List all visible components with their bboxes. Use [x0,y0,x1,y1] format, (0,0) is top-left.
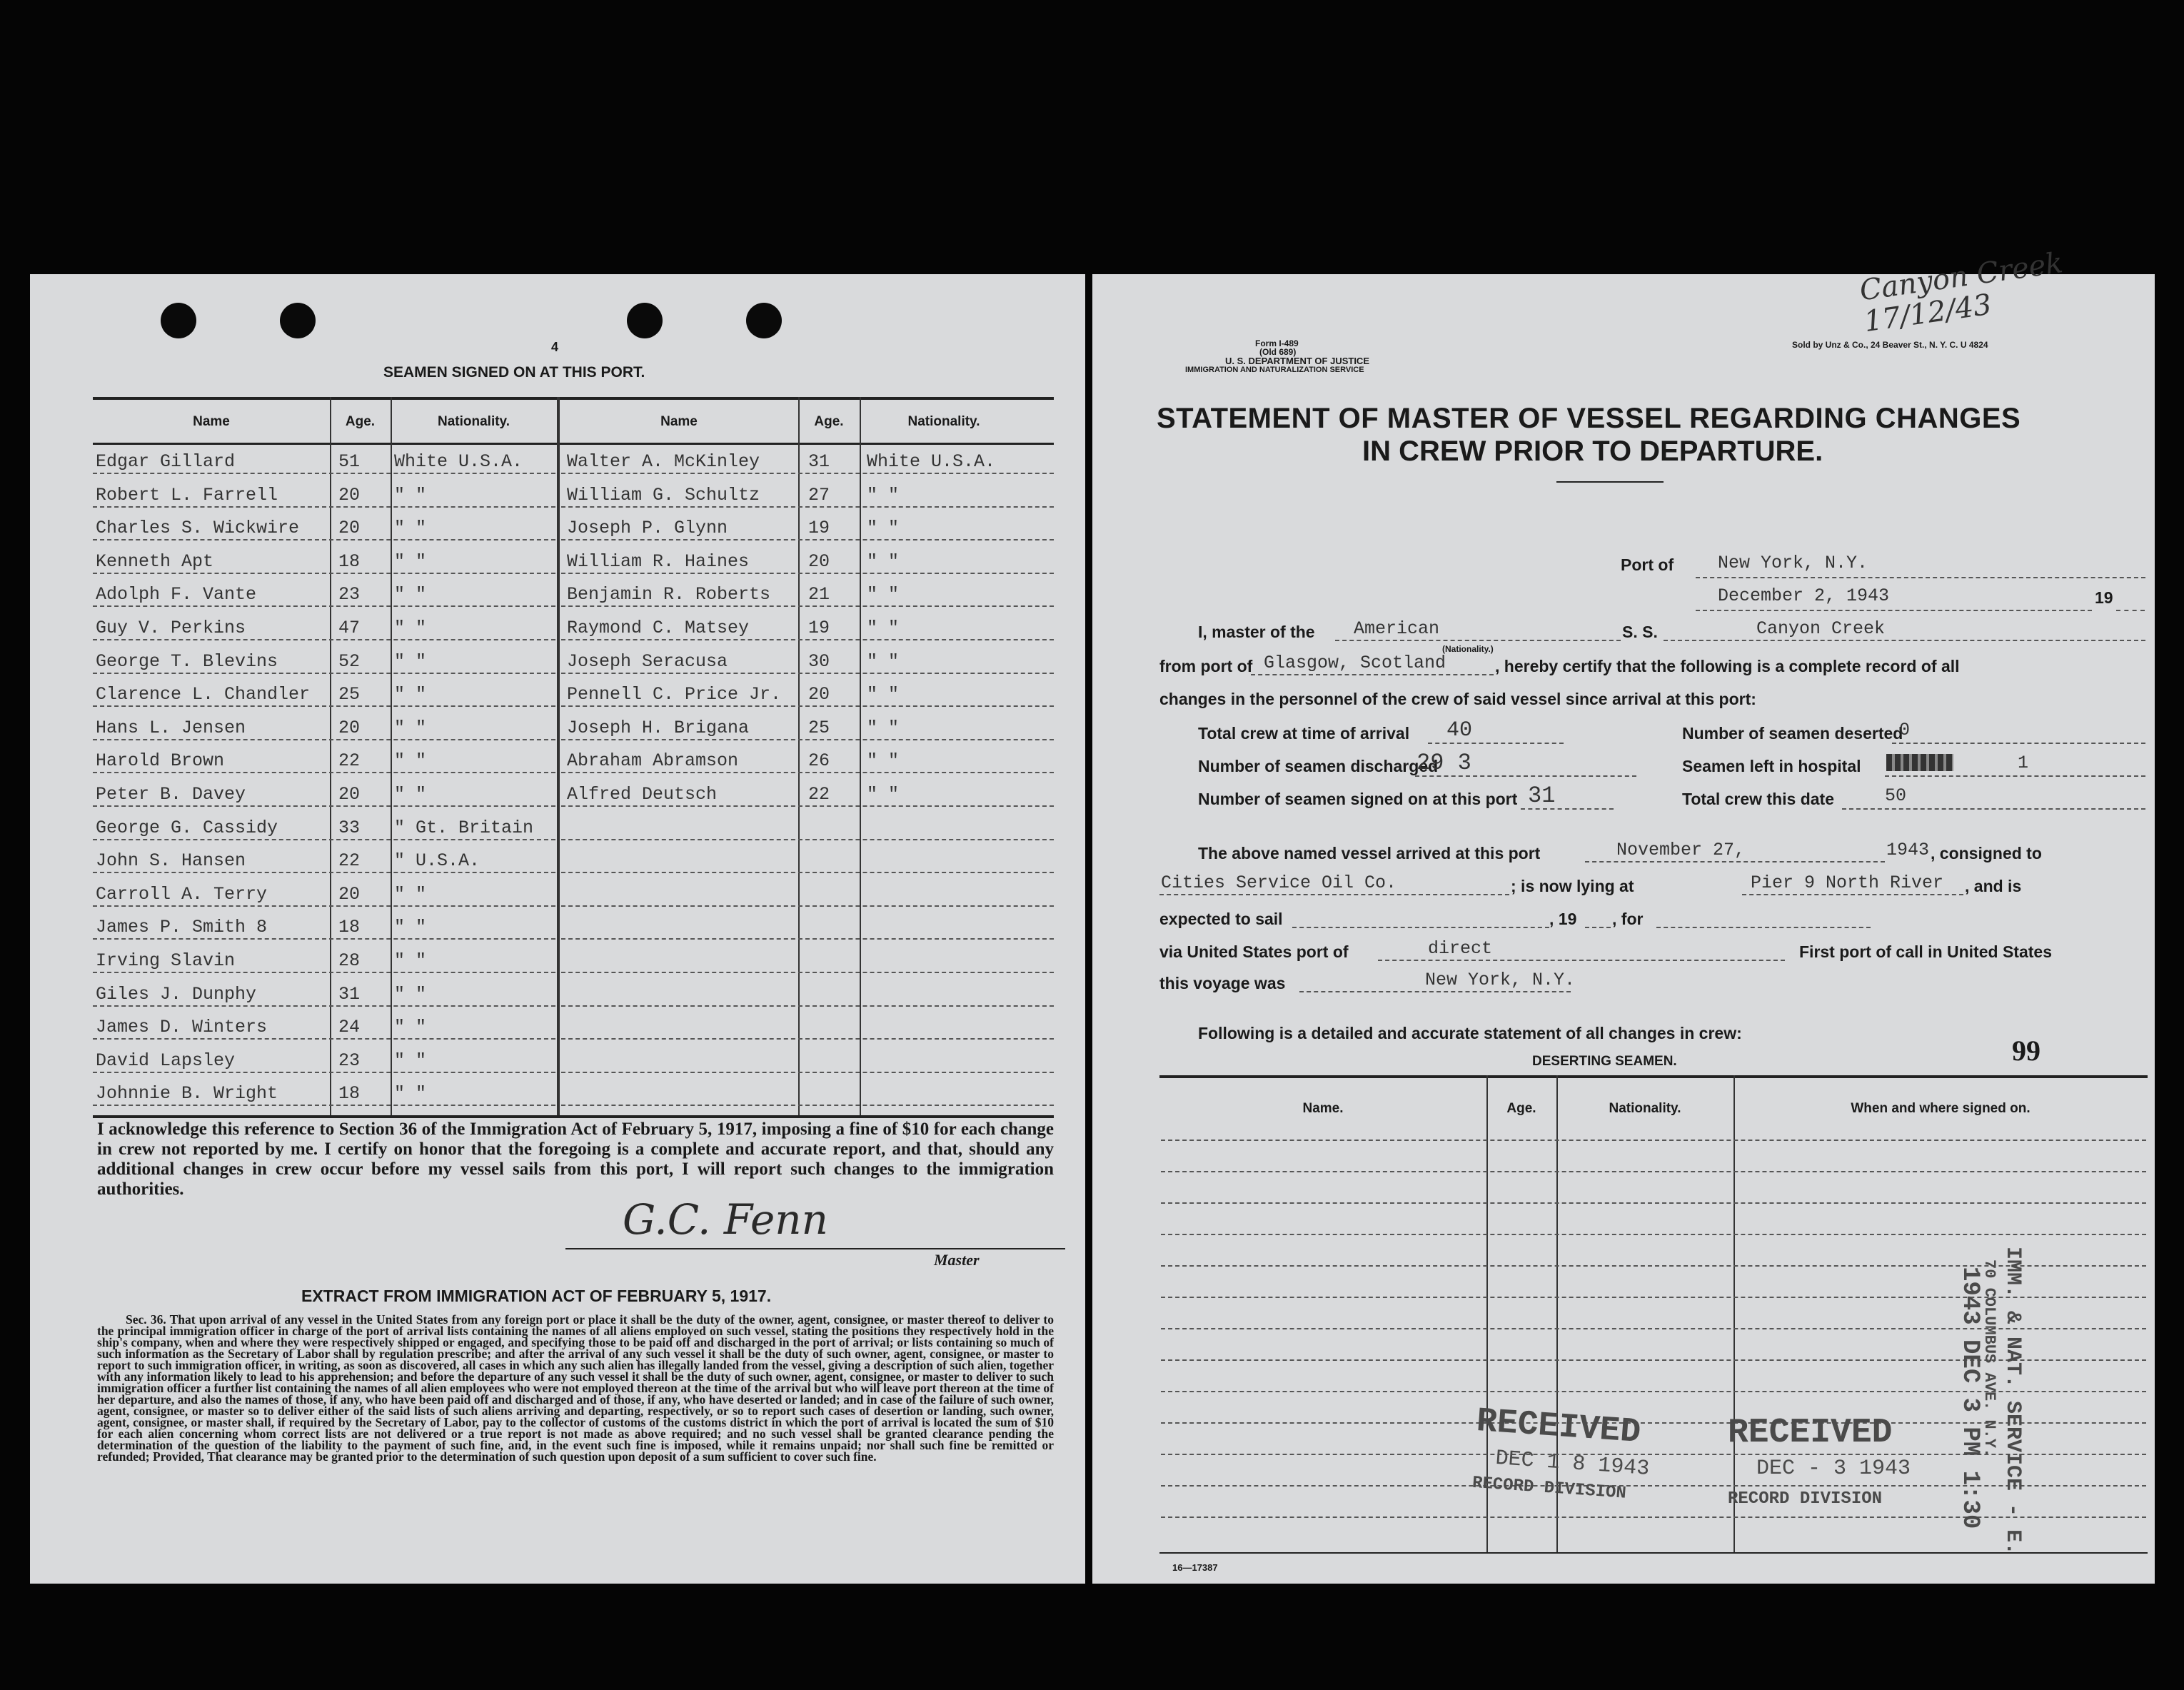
address-stamp: 70 COLUMBUS AVE. N.Y. [1981,1259,1998,1458]
seaman-age: 26 [808,750,830,772]
line [1742,894,1963,895]
hospital-value: 1 [2018,753,2029,773]
service: IMMIGRATION AND NATURALIZATION SERVICE [1185,366,1364,374]
seaman-nationality: " " [394,584,427,605]
table-row [30,781,1085,810]
for-label: , for [1612,910,1644,928]
seaman-age: 27 [808,484,830,506]
seaman-nationality: " " [394,550,427,572]
certify-text: , hereby certify that the following is a complete record of all [1495,657,1960,675]
row-line [1161,1328,2146,1329]
master-signature: G.C. Fenn [623,1195,828,1244]
total-crew-arrival-label: Total crew at time of arrival [1198,724,1410,743]
deserted-label: Number of seamen deserted [1682,724,1903,743]
row-line [561,972,1054,973]
punch-hole [746,303,782,338]
punch-hole [280,303,316,338]
row-line [93,1072,555,1073]
seaman-age: 52 [338,650,361,672]
col-name-header: Name. [1302,1101,1344,1116]
seaman-name: William R. Haines [567,550,750,572]
seaman-age: 23 [338,1050,361,1071]
seaman-name: James D. Winters [96,1017,268,1038]
seaman-age: 20 [808,684,830,705]
page-mark: 99 [2012,1035,2040,1067]
page-number: 4 [551,340,559,354]
header-rule [93,443,1054,445]
row-line [1161,1234,2146,1235]
seaman-name: Joseph H. Brigana [567,717,750,738]
row-line [93,839,555,840]
col-age-header: Age. [345,414,376,429]
seaman-age: 21 [808,584,830,605]
table-row [30,615,1085,643]
row-line [561,938,1054,940]
seaman-age: 25 [808,717,830,738]
row-line [561,639,1054,640]
signed-on-label: Number of seamen signed on at this port [1198,790,1518,808]
seaman-name: Alfred Deutsch [567,784,718,805]
seaman-nationality: " " [394,950,427,971]
discharged-label: Number of seamen discharged [1198,757,1439,775]
extract-title: EXTRACT FROM IMMIGRATION ACT OF FEBRUARY 5, 1917. [301,1287,772,1305]
seaman-name: Pennell C. Price Jr. [567,684,782,705]
seaman-name: David Lapsley [96,1050,236,1071]
seaman-nationality: White U.S.A. [867,451,996,472]
seaman-name: Joseph Seracusa [567,650,728,672]
row-line [561,705,1054,707]
seaman-name: Peter B. Davey [96,784,246,805]
right-page [1092,246,2155,1584]
seaman-name: Harold Brown [96,750,225,772]
seaman-age: 22 [808,784,830,805]
seaman-name: Hans L. Jensen [96,717,246,738]
master-label: Master [934,1251,980,1269]
row-line [1161,1140,2146,1141]
row-line [93,1038,555,1040]
seaman-nationality: " Gt. Britain [394,817,534,838]
nationality-value: American [1354,618,1440,639]
seaman-age: 18 [338,917,361,938]
acknowledgement: I acknowledge this reference to Section 36 of the Immigration Act of February 5, 1917, imposing a fine of $10 for each change in crew not reported by me. I certify on honor that the foregoing is a complete and accurate report, and that, should any additional changes in crew occur before my vessel sails from this port, I will report such changes to the immigration authorities. [97,1120,1054,1199]
signature-line [565,1248,1065,1249]
lying-label: ; is now lying at [1511,877,1634,895]
section-title: SEAMEN SIGNED ON AT THIS PORT. [383,364,645,381]
seaman-name: Charles S. Wickwire [96,518,300,539]
row-line [1161,1454,2146,1455]
seaman-age: 25 [338,684,361,705]
seaman-age: 20 [338,484,361,506]
seaman-name: Clarence L. Chandler [96,684,311,705]
row-line [561,573,1054,574]
seaman-name: Irving Slavin [96,950,236,971]
seaman-name: Edgar Gillard [96,451,236,472]
stamp-date: DEC 1 8 1943 [1494,1446,1651,1482]
seaman-age: 23 [338,584,361,605]
table-top-rule [93,397,1054,400]
table-row [30,681,1085,710]
handwritten-note: Canyon Creek 17/12/43 [1857,246,2065,339]
row-line [1161,1485,2146,1487]
seaman-name: John S. Hansen [96,850,246,872]
seaman-nationality: " " [394,1017,427,1038]
seaman-nationality: " " [867,650,900,672]
row-line [93,1005,555,1007]
seaman-name: Benjamin R. Roberts [567,584,771,605]
stamp-title: RECEIVED [1728,1414,1893,1452]
table-row [30,448,1085,477]
received-stamp-1 [1471,1402,1653,1505]
line [1415,775,1636,777]
total-crew-arrival-value: 40 [1446,718,1473,743]
row-line [561,905,1054,907]
row-line [93,972,555,973]
seaman-age: 31 [808,451,830,472]
row-line [1161,1517,2146,1518]
row-line [561,605,1054,607]
and-is-label: , and is [1965,877,2022,895]
nationality-caption: (Nationality.) [1442,644,1494,654]
row-line [561,1005,1054,1007]
row-line [93,1105,555,1106]
line [1585,927,1611,928]
seaman-age: 20 [338,784,361,805]
col-nationality-header: Nationality. [907,414,980,429]
port-line [1696,577,2145,578]
date-year-prefix: 19 [2095,588,2113,607]
line [1892,743,2145,744]
from-port-value: Glasgow, Scotland [1264,653,1446,673]
received-stamp-2 [1728,1414,1911,1509]
extract-text: Sec. 36. That upon arrival of any vessel in the United States from any foreign port or place it shall be the duty of the owner, agent, consignee, or master thereof to deliver to the principal immigration officer in charge of the port of arrival lists containing the names of all aliens employed on such vessel, stating the positions they respectively hold in the ship's company, when and where they were respectively shipped or engaged, and specifying those to be paid off and discharged in the port of arrival; or lists containing so much of such information as the Secretary of Labor shall by regulation prescribe; and after the arrival of any such vessel it shall be the duty of such owner, agent, consignee, or master to report to such immigration officer, in writing, as soon as discovered, all cases in which any such alien has illegally landed from the vessel, giving a description of such alien, together with any information likely to lead to his apprehension; and before the departure of any such vessel it shall be the duty of such owner, agent, consignee, or master to deliver to such immigration officer a further list containing the names of all alien employees who were not employed thereon at the time of the arrival but who will leave port thereon at the time of her departure, and also the names of those, if any, who have been paid off and discharged and of those, if any, who have deserted or landed; and in case of the failure of such owner, agent, consignee, or master so to deliver either of the said lists of such aliens arriving and departing, respectively, or so to report such cases of desertion or landing, such owner, agent, consignee, or master shall, if required by the Secretary of Labor, pay to the collector of customs of the customs district in which the port of arrival is located the sum of $10 for each alien concerning whom correct lists are not delivered or a true report is not made as above required; and no such vessel shall be granted clearance pending the determination of the question of the liability to the payment of such fine, and, in the event such fine is imposed, while it remains unpaid; nor shall such fine be remitted or refunded; Provided, That clearance may be granted prior to the determination of such question upon deposit of a sum sufficient to cover such fine. [97,1312,1054,1464]
deserted-value: 0 [1899,720,1911,740]
punch-hole [161,303,196,338]
line [1521,808,1614,810]
seaman-name: Joseph P. Glynn [567,518,728,539]
service-stamp: IMM. & NAT. SERVICE - E. [2001,1247,2025,1556]
deserting-title: DESERTING SEAMEN. [1532,1054,1677,1069]
seaman-age: 22 [338,750,361,772]
line [1299,991,1571,992]
seaman-nationality: " " [394,917,427,938]
date-year-line [2116,610,2145,611]
seaman-nationality: " " [867,484,900,506]
form-title-line2: IN CREW PRIOR TO DEPARTURE. [1362,436,1823,467]
seaman-name: James P. Smith 8 [96,917,268,938]
seaman-nationality: " " [394,684,427,705]
arrived-label: The above named vessel arrived at this port [1198,844,1541,862]
arrived-year: 1943 [1886,840,1930,860]
row-line [93,872,555,873]
date-value: December 2, 1943 [1718,585,1890,606]
footer-code: 16—17387 [1172,1562,1218,1573]
seaman-age: 28 [338,950,361,971]
line [1885,775,2145,777]
seaman-nationality: " " [394,618,427,638]
voyage-value: New York, N.Y. [1425,970,1576,990]
table-top-rule [1159,1075,2148,1078]
row-line [1161,1265,2146,1267]
stamp-division: RECORD DIVISION [1728,1489,1883,1509]
row-line [1161,1202,2146,1204]
row-line [561,1072,1054,1073]
table-row [30,648,1085,677]
via-value: direct [1428,938,1493,959]
line [1292,927,1549,928]
line [1428,743,1564,744]
row-line [1161,1422,2146,1424]
table-row [30,581,1085,610]
seaman-nationality: " " [394,750,427,772]
line [1585,861,1885,862]
line [1842,808,2145,810]
table-bottom-rule [1159,1552,2148,1554]
seaman-age: 47 [338,618,361,638]
department: U. S. DEPARTMENT OF JUSTICE [1225,356,1369,366]
row-line [561,473,1054,474]
col-nationality-header: Nationality. [438,414,510,429]
col-name-header: Name [660,414,698,429]
left-page [30,274,1085,1584]
seaman-age: 19 [808,618,830,638]
seaman-nationality: " " [867,750,900,772]
form-title-line1: STATEMENT OF MASTER OF VESSEL REGARDING CHANGES [1157,403,2021,434]
seller-imprint: Sold by Unz & Co., 24 Beaver St., N. Y. C. U 4824 [1792,340,1988,350]
stamp-title: RECEIVED [1475,1402,1642,1452]
seaman-name: Adolph F. Vante [96,584,257,605]
seaman-nationality: " " [394,883,427,905]
port-value: New York, N.Y. [1718,553,1868,573]
seaman-nationality: " " [867,717,900,738]
seaman-name: Abraham Abramson [567,750,739,772]
seaman-name: Raymond C. Matsey [567,618,750,638]
voyage-label: this voyage was [1159,974,1286,992]
first-port-label: First port of call in United States [1799,942,2052,961]
row-line [1161,1359,2146,1361]
table-bottom-rule [93,1115,1054,1118]
seaman-age: 20 [338,883,361,905]
seaman-nationality: " " [867,550,900,572]
via-label: via United States port of [1159,942,1349,961]
total-crew-date-label: Total crew this date [1682,790,1835,808]
seaman-nationality: " " [394,650,427,672]
seaman-name: George G. Cassidy [96,817,278,838]
seaman-age: 19 [808,518,830,539]
line [1159,894,1509,895]
date-line [1696,610,2092,611]
seaman-age: 18 [338,1083,361,1105]
seaman-age: 20 [808,550,830,572]
seaman-nationality: " U.S.A. [394,850,480,872]
stamp-date: DEC - 3 1943 [1756,1457,1911,1481]
seaman-nationality: " " [394,717,427,738]
signed-on-value: 31 [1528,783,1556,809]
row-line [1161,1171,2146,1172]
row-line [1161,1391,2146,1392]
master-of-label: I, master of the [1198,623,1315,641]
seaman-nationality: White U.S.A. [394,451,523,472]
vessel-value: Canyon Creek [1756,618,1886,639]
row-line [561,506,1054,508]
seaman-age: 20 [338,717,361,738]
seaman-name: Kenneth Apt [96,550,214,572]
seaman-nationality: " " [867,684,900,705]
table-row [30,748,1085,776]
seaman-name: George T. Blevins [96,650,278,672]
hospital-label: Seamen left in hospital [1682,757,1861,775]
row-line [561,1038,1054,1040]
row-line [93,938,555,940]
line [1656,927,1871,928]
seaman-age: 30 [808,650,830,672]
seaman-age: 20 [338,518,361,539]
expected-19: , 19 [1549,910,1577,928]
time-stamp: 1943 DEC 3 PM 1:30 [1956,1267,1983,1529]
row-line [561,739,1054,740]
seaman-name: Carroll A. Terry [96,883,268,905]
table-row [30,548,1085,577]
consignee-value: Cities Service Oil Co. [1161,872,1397,893]
total-crew-date-value: 50 [1885,785,1907,806]
seaman-age: 24 [338,1017,361,1038]
row-line [561,839,1054,840]
port-label: Port of [1621,555,1674,574]
seaman-age: 31 [338,983,361,1005]
seaman-nationality: " " [394,784,427,805]
table-row [30,515,1085,543]
col-nationality-header: Nationality. [1609,1101,1681,1116]
consigned-label: , consigned to [1931,844,2042,862]
seaman-name: William G. Schultz [567,484,760,506]
row-line [561,872,1054,873]
seaman-name: Walter A. McKinley [567,451,760,472]
following-text: Following is a detailed and accurate statement of all changes in crew: [1198,1024,1742,1042]
seaman-nationality: " " [394,484,427,506]
col-name-header: Name [193,414,230,429]
form-old-number: (Old 689) [1259,347,1297,357]
row-line [1161,1297,2146,1298]
seaman-nationality: " " [394,518,427,539]
seaman-age: 18 [338,550,361,572]
col-age-header: Age. [814,414,844,429]
nationality-line [1335,640,1621,641]
from-port-line [1251,674,1494,675]
seaman-name: Johnnie B. Wright [96,1083,278,1105]
col-when-where-header: When and where signed on. [1851,1101,2030,1116]
seaman-nationality: " " [867,518,900,539]
table-row [30,482,1085,510]
row-line [561,1105,1054,1106]
row-line [561,673,1054,674]
table-row [30,715,1085,743]
punch-hole [627,303,663,338]
row-line [561,772,1054,773]
seaman-nationality: " " [867,618,900,638]
from-port-label: from port of [1159,657,1253,675]
title-underline [1556,481,1664,483]
hospital-redaction [1886,754,1953,771]
changes-text: changes in the personnel of the crew of said vessel since arrival at this port: [1159,690,1756,708]
vessel-line [1664,640,2145,641]
expected-label: expected to sail [1159,910,1283,928]
seaman-name: Guy V. Perkins [96,618,246,638]
seaman-age: 33 [338,817,361,838]
seaman-nationality: " " [394,1083,427,1105]
seaman-nationality: " " [867,584,900,605]
seaman-name: Giles J. Dunphy [96,983,257,1005]
stamp-division: RECORD DIVISION [1471,1473,1627,1504]
col-age-header: Age. [1506,1101,1536,1116]
seaman-name: Robert L. Farrell [96,484,278,506]
seaman-nationality: " " [867,784,900,805]
row-line [93,905,555,907]
form-number: Form I-489 [1255,338,1299,348]
seaman-age: 22 [338,850,361,872]
row-line [561,805,1054,807]
seaman-nationality: " " [394,1050,427,1071]
arrived-date: November 27, [1616,840,1746,860]
line [1378,960,1785,961]
ss-label: S. S. [1622,623,1658,641]
row-line [561,539,1054,540]
discharged-value: 29 3 [1416,750,1471,776]
seaman-age: 51 [338,451,361,472]
pier-value: Pier 9 North River [1751,872,1944,893]
seaman-nationality: " " [394,983,427,1005]
